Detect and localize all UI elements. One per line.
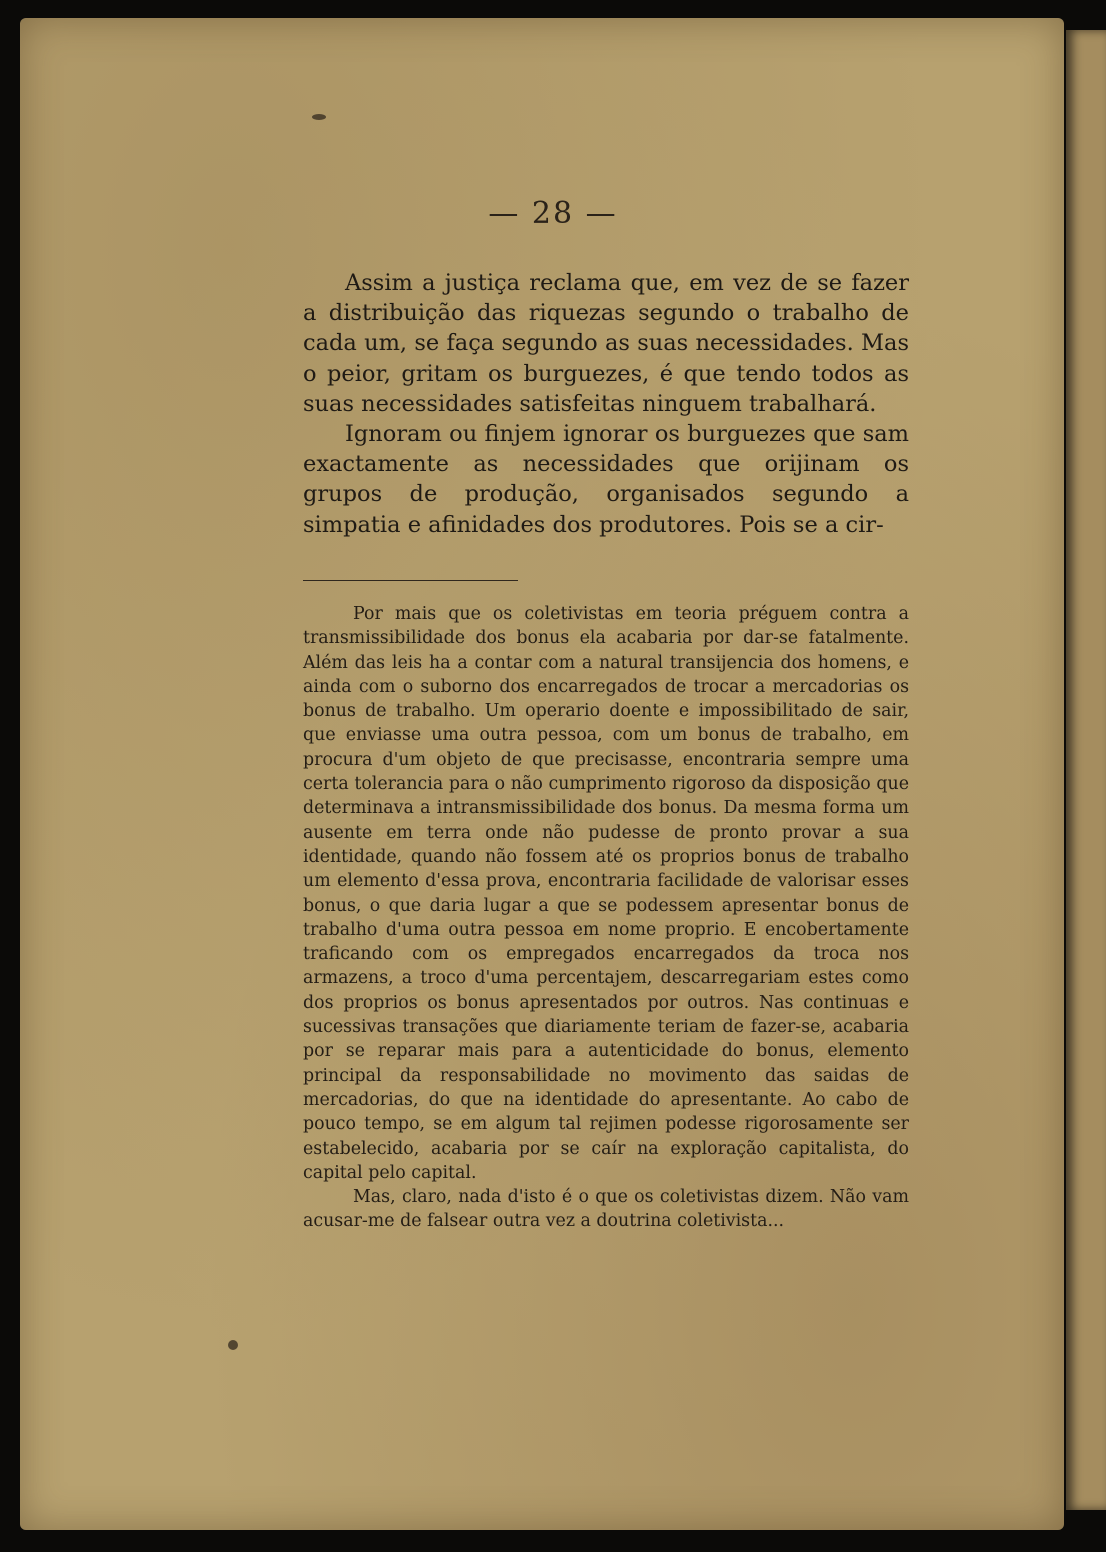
footnote-separator <box>303 580 518 581</box>
footnote-paragraph: Por mais que os coletivistas em teoria préguem contra a transmissibilidade dos bonus ela acabaria por dar-se fatalmente. Além das leis ha a contar com a natural transijencia dos homens, e ainda com o suborno dos encarregados de trocar a mercadorias os bonus de trabalho. Um operario doente e impossibilitado de sair, que enviasse uma outra pessoa, com um bonus de trabalho, em procura d'um objeto de que precisasse, encontraria sempre uma certa tolerancia para o não cumprimento rigoroso da disposição que determinava a intransmissibilidade dos bonus. Da mesma forma um ausente em terra onde não pudesse de pronto provar a sua identidade, quando não fossem até os proprios bonus de trabalho um elemento d'essa prova, encontraria facilidade de valorisar esses bonus, o que daria lugar a que se podessem apresentar bonus de trabalho d'uma outra pessoa em nome proprio. E encobertamente traficando com os empregados encarregados da troca nos armazens, a troco d'uma percentajem, descarregariam estes como dos proprios os bonus apresentados por outros. Nas continuas e sucessivas transações que diariamente teriam de fazer-se, acabaria por se reparar mais para a autenticidade do bonus, elemento principal da responsabilidade no movimento das saidas de mercadorias, do que na identidade do apresentante. Ao cabo de pouco tempo, se em algum tal rejimen podesse rigorosamente ser estabelecido, acabaria por se caír na exploração capitalista, do capital pelo capital. <box>303 604 909 1183</box>
footnote <box>303 602 909 1234</box>
main-paragraph: Ignoram ou finjem ignorar os burguezes que sam exactamente as necessidades que orijinam os grupos de produção, organisados segundo a simpatia e afinidades dos produtores. Pois se a cir- <box>303 421 909 538</box>
ink-stain <box>312 114 326 120</box>
adjacent-page-edge <box>1066 30 1106 1510</box>
main-body-text <box>303 268 909 540</box>
main-paragraph: Assim a justiça reclama que, em vez de se fazer a distribuição das riquezas segundo o trabalho de cada um, se faça segundo as suas necessidades. Mas o peior, gritam os burguezes, é que tendo todos as suas necessidades satisfeitas ninguem trabalhará. <box>303 270 909 417</box>
page-number: — 28 — <box>488 196 618 231</box>
ink-stain <box>228 1340 238 1350</box>
footnote-paragraph: Mas, claro, nada d'isto é o que os coletivistas dizem. Não vam acusar-me de falsear outra vez a doutrina coletivista... <box>303 1187 909 1232</box>
